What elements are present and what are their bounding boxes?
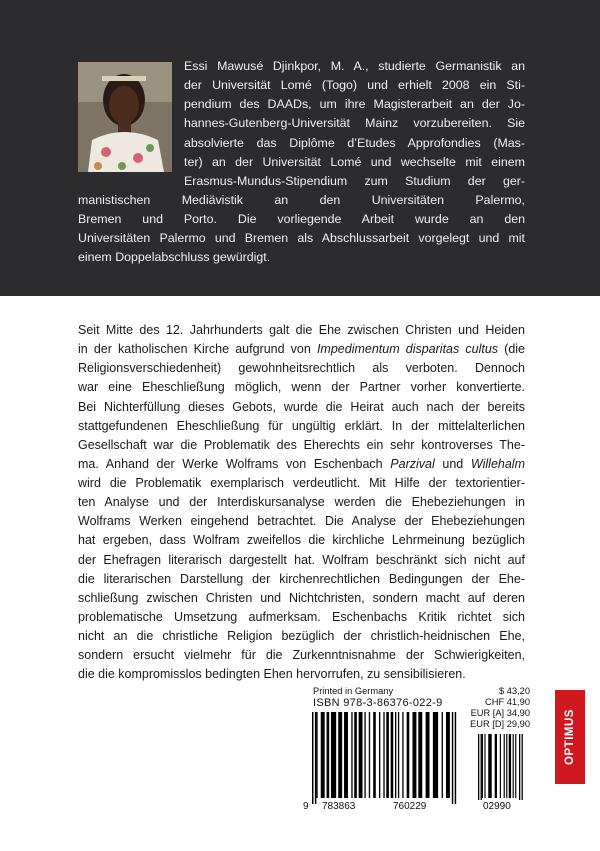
bio-line: pendium des DAADs, um ihre Magisterarbeit an der Jo- [184,97,525,111]
price-chf: CHF 41,90 [485,697,530,707]
price-usd: $ 43,20 [498,686,530,696]
barcode-bar [488,734,491,798]
barcode-bar [506,734,507,798]
blurb-text: (die [498,342,525,356]
barcode-bar [383,712,384,798]
barcode-bar [321,712,325,798]
bio-line: Erasmus-Mundus-Stipendium zum Studium der ger- [184,174,525,188]
barcode-bar [364,712,365,798]
blurb-line: war eine Eheschließung möglich, wenn der Partner vorher konvertierte. [78,380,525,394]
blurb-text: und [434,457,471,471]
barcode-bar [513,734,514,798]
blurb-line: problematische Umsetzung aufmerksam. Eschenbachs Kritik richtet sich [78,610,525,624]
blurb-line: wird die Problematik exemplarisch verdeutlicht. Mit Hilfe der textorientier- [78,476,525,490]
barcode-bar [412,712,416,798]
barcode-bar [315,712,316,804]
bio-line: ter) an der Universität Lomé und wechselte mit einem [184,155,525,169]
barcode-bar [442,712,443,798]
barcode-bar [395,712,396,798]
blurb-line: der Ehefragen literarisch dargestellt hat. Wolfram beschränkt sich nicht auf [78,553,525,567]
blurb-line: Wolframs Werken eingehend betrachtet. Die Analyse der Ehebeziehungen [78,514,525,528]
barcode-digits-left: 783863 [322,801,356,812]
barcode-bar [481,734,482,800]
barcode-bar [504,734,505,798]
blurb-line: hat ergeben, dass Wolfram zweifellos die kirchliche Lehrmeinung bezüglich [78,533,525,547]
bio-line: absolvierte das Diplôme d’Etudes Approfondies (Mas- [184,136,525,150]
barcode-bar [482,734,483,798]
price-eur-d: EUR [D] 29,90 [470,719,530,729]
barcode-bar [515,734,516,798]
bio-line: einem Doppelabschluss gewürdigt. [78,250,271,264]
price-eur-a: EUR [A] 34,90 [470,708,530,718]
barcode-bar [391,712,394,798]
barcode-bar [344,712,348,798]
barcode-bar [316,712,317,798]
barcode-bar [327,712,330,798]
blurb-line [78,457,525,471]
barcode-digits-right: 760229 [393,801,427,812]
blurb-emphasis: Impedimentum disparitas cultus [316,342,499,356]
bio-line: manistischen Mediävistik an den Universitäten Palermo, [78,193,525,207]
barcode-bar [386,712,389,798]
barcode-digit-first: 9 [303,801,309,812]
blurb-text: in der katholischen Kirche aufgrund von [78,342,317,356]
price-addon-barcode [478,734,528,802]
barcode-bar [455,712,456,804]
blurb-line: ten Analyse und der Interdiskursanalyse werden die Ehebeziehungen in [78,495,525,509]
bio-line: hannes-Gutenberg-Universität Mainz vorzubereiten. Sie [184,116,525,130]
publisher-name: OPTIMUS [564,709,576,765]
barcode-bar [452,712,453,804]
barcode-bar [402,712,403,798]
barcode-bar [379,712,380,798]
blurb-emphasis: Parzival [390,457,435,471]
barcode-bar [418,712,422,798]
barcode-bar [484,734,485,798]
barcode-bar [398,712,399,798]
author-photo [78,62,172,172]
blurb-line [78,342,525,356]
blurb-line: stattgefundenen Eheschließung für ungültig erklärt. In der mittelalterlichen [78,419,525,433]
barcode-bar [331,712,336,798]
barcode-bar [500,734,501,798]
barcode-bar [369,712,370,798]
bio-line: Essi Mawusé Djinkpor, M. A., studierte Germanistik an [184,59,525,73]
barcode-bar [354,712,357,798]
blurb-line: sondern ersucht vielmehr für die Zurkenntnisnahme der Schwierigkeiten, [78,648,525,662]
barcode-bar [426,712,430,798]
bio-line: Bremen und Porto. Die vorliegende Arbeit wurde an den [78,212,525,226]
barcode-bar [495,734,497,798]
publisher-tab [555,690,585,784]
blurb-line: nicht an die christliche Religion bezüglich der christlich-heidnischen Ehe, [78,629,525,643]
blurb-line: schließung zwischen Christen und Nichtchristen, sondern macht auf deren [78,591,525,605]
barcode-bar [351,712,352,798]
addon-digits: 02990 [483,801,511,812]
isbn-label: ISBN 978-3-86376-022-9 [313,697,443,709]
blurb-line: Seit Mitte des 12. Jahrhunderts galt die Ehe zwischen Christen und Heiden [78,323,525,337]
blurb-line: Bei Nichterfüllung dieses Gebots, wurde die Heirat auch nach der bereits [78,400,525,414]
barcode-bar [478,734,479,800]
blurb-line: die die kompromisslos bedingten Ehen hervorrufen, zu sensibilisieren. [78,667,466,681]
barcode-bar [433,712,438,798]
blurb-line: Gesellschaft war die Problematik des Eherechts ein sehr kontroverses The- [78,438,525,452]
barcode-bar [519,734,520,800]
barcode-bar [312,712,313,804]
barcode-bar [338,712,342,798]
barcode-bar [446,712,450,798]
barcode-bar [359,712,363,798]
blurb-text: ma. Anhand der Werke Wolframs von Eschenbach [78,457,391,471]
barcode-bar [373,712,376,798]
barcode-bar [522,734,523,800]
blurb-line: die literarischen Darstellung der kirchenrechtlichen Bedingungen der Ehe- [78,572,525,586]
blurb-emphasis: Willehalm [470,457,525,471]
printed-in-label: Printed in Germany [313,686,394,696]
barcode-bar [509,734,511,798]
barcode-bar [407,712,410,798]
bio-line: der Universität Lomé (Togo) und erhielt 2008 ein Sti- [184,78,525,92]
blurb-line: Religionsverschiedenheit) gewohnheitsrechtlich als verboten. Dennoch [78,361,525,375]
isbn-barcode [312,712,462,806]
bio-line: Universitäten Palermo und Bremen als Abschlussarbeit vorgelegt und mit [78,231,525,245]
